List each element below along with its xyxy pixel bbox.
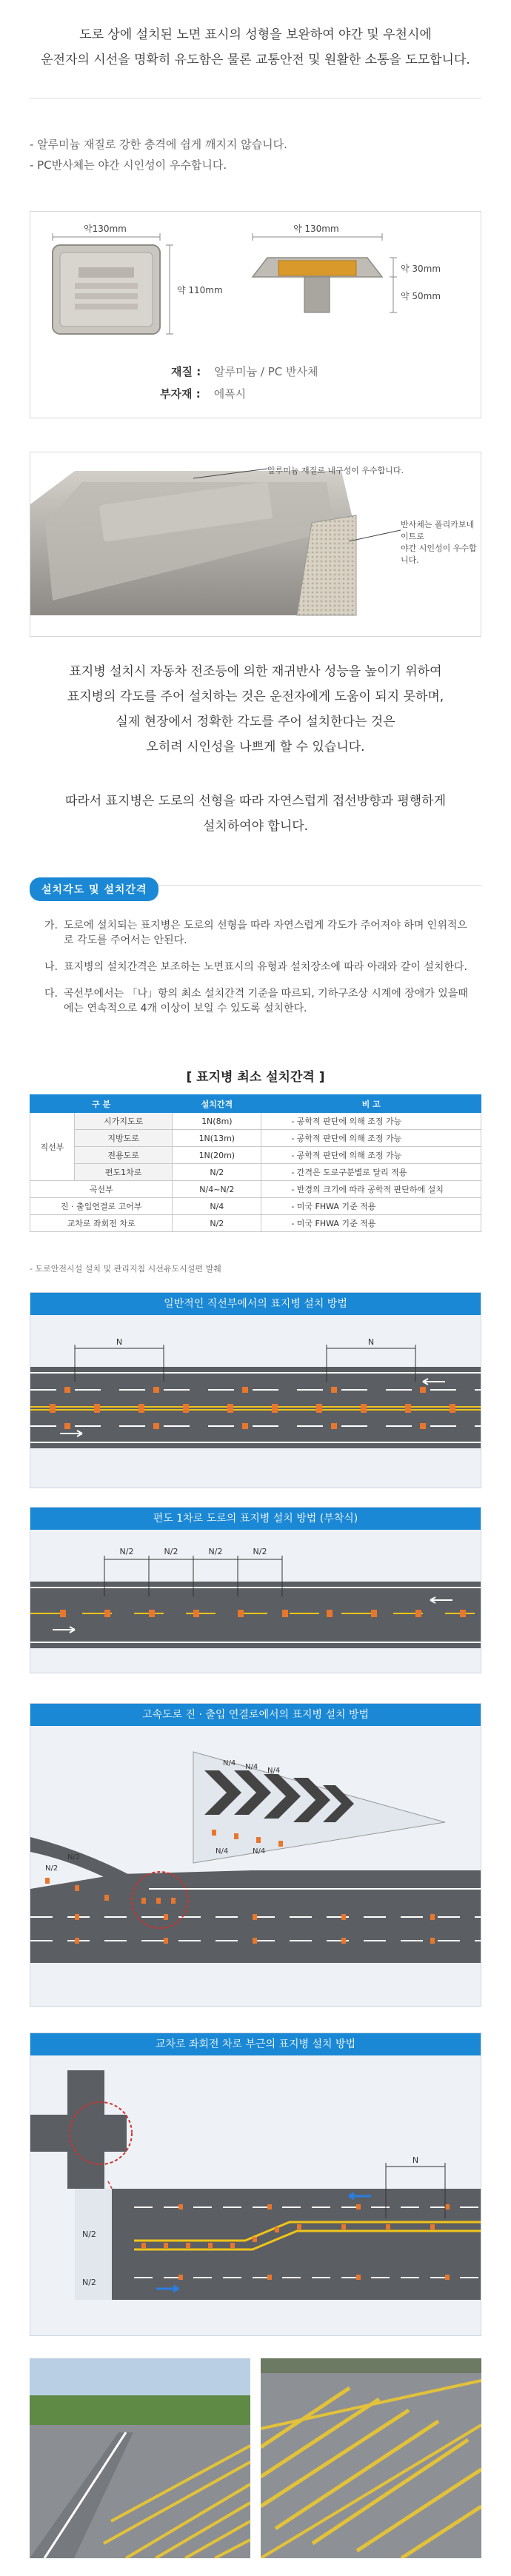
- dim-side-height-2: 약 50mm: [401, 291, 441, 301]
- road-photo-1: [30, 2358, 250, 2558]
- intersection-drawing: [30, 2055, 481, 2335]
- dim-top-height: 약 110mm: [177, 285, 223, 295]
- diagram-single-lane: [30, 1507, 481, 1673]
- row-note: - 공학적 판단에 의해 조정 가능: [261, 1130, 481, 1147]
- accessory-spec: [160, 386, 246, 401]
- gap-label: N/4: [216, 1847, 229, 1856]
- straight-road-drawing: [30, 1315, 481, 1488]
- table-footnote: - 도로안전시설 설치 및 관리지침 시선유도시설편 발췌: [30, 1264, 221, 1274]
- material-spec: [171, 364, 318, 379]
- install-note-line: 따라서 표지병은 도로의 선형을 따라 자연스럽게 접선방향과 평행하게: [64, 794, 447, 809]
- product-spec-box: [30, 211, 481, 418]
- install-note-line: 실제 현장에서 정확한 각도를 주어 설치한다는 것은: [116, 715, 395, 729]
- install-rules: [44, 918, 474, 1028]
- gap-label: N/2: [208, 1547, 223, 1556]
- table-row: [30, 1181, 481, 1198]
- accessory-label: 부자재 :: [160, 387, 201, 401]
- diagram-intersection-turn-lane: [30, 2033, 481, 2336]
- row-note: - 반경의 크기에 따라 공학적 판단하에 설치: [261, 1181, 481, 1198]
- table-row: [30, 1147, 481, 1164]
- gap-label: N: [367, 1337, 375, 1347]
- gap-label: N/2: [45, 1864, 59, 1873]
- row-gap: N/4~N/2: [173, 1181, 261, 1198]
- row-note: - 공학적 판단에 의해 조정 가능: [261, 1113, 481, 1130]
- diagram-title: 고속도로 진 · 출입 연결로에서의 표지병 설치 방법: [30, 1704, 481, 1726]
- table-row: [30, 1130, 481, 1147]
- intro-line-1: 도로 상에 설치된 노면 표시의 성형을 보완하여 야간 및 우천시에: [79, 27, 432, 42]
- gap-label: N/2: [253, 1547, 267, 1556]
- row-note: - 미국 FHWA 기준 적용: [261, 1198, 481, 1215]
- section-title-pill: 설치각도 및 설치간격: [30, 877, 158, 901]
- diagram-straight-road: [30, 1292, 481, 1488]
- table-row: [30, 1215, 481, 1232]
- row-name: 편도1차로: [75, 1164, 173, 1181]
- min-spacing-table: [30, 1094, 481, 1232]
- diagram-title: 일반적인 직선부에서의 표지병 설치 방법: [30, 1293, 481, 1315]
- rule-text: 도로에 설치되는 표지병은 도로의 선형을 따라 자연스럽게 각도가 주어져야 하며 인위적으로 각도를 주어서는 안된다.: [64, 920, 467, 946]
- road-photo-2: [261, 2358, 481, 2558]
- header-gap: 설치간격: [173, 1095, 261, 1113]
- single-lane-drawing: [30, 1530, 481, 1673]
- rule-key: 가.: [44, 920, 58, 931]
- installation-photo-1: [30, 2358, 250, 2558]
- rule-key: 다.: [44, 988, 58, 1000]
- callout-reflector-line-2: 야간 시인성이 우수합니다.: [401, 543, 477, 565]
- table-row: [30, 1198, 481, 1215]
- row-gap: 1N(20m): [173, 1147, 261, 1164]
- gap-label: N/2: [82, 2229, 96, 2239]
- row-name: 시가지도로: [75, 1113, 173, 1130]
- rule-item: [44, 960, 474, 974]
- highway-ramp-drawing: [30, 1726, 481, 2006]
- group-label: 직선부: [30, 1113, 75, 1181]
- gap-label: N/2: [119, 1547, 134, 1556]
- table-header-row: [30, 1095, 481, 1113]
- product-drawings: [30, 212, 481, 418]
- material-value: 알루미늄 / PC 반사체: [214, 365, 318, 378]
- row-name: 교차로 좌회전 차로: [30, 1215, 173, 1232]
- row-note: - 공학적 판단에 의해 조정 가능: [261, 1147, 481, 1164]
- table-row: [30, 1113, 481, 1130]
- rule-item: [44, 986, 474, 1016]
- material-label: 재질 :: [171, 365, 201, 378]
- header-category: 구 분: [30, 1095, 173, 1113]
- gap-label: N/2: [82, 2278, 96, 2287]
- feature-item: - PC반사체는 야간 시인성이 우수합니다.: [30, 158, 227, 172]
- dim-side-height-1: 약 30mm: [401, 264, 441, 274]
- gap-label: N/2: [67, 1853, 81, 1861]
- install-note-line: 오히려 시인성을 나쁘게 할 수 있습니다.: [146, 740, 365, 755]
- gap-label: N: [412, 2155, 419, 2165]
- dim-top-width: 약130mm: [84, 224, 127, 234]
- table-title: [ 표지병 최소 설치간격 ]: [186, 1070, 325, 1085]
- gap-label: N/4: [223, 1759, 236, 1767]
- callout-aluminum: 알루미늄 재질로 내구성이 우수합니다.: [267, 466, 404, 475]
- row-name: 전용도로: [75, 1147, 173, 1164]
- product-detail-box: [30, 452, 481, 637]
- header-note: 비 고: [261, 1095, 481, 1113]
- install-note-1: [0, 659, 511, 760]
- dim-side-width: 약 130mm: [293, 224, 339, 234]
- installation-photo-2: [261, 2358, 481, 2558]
- intro-text: [0, 0, 511, 98]
- row-name: 진 · 출입연결로 고어부: [30, 1198, 173, 1215]
- row-name: 지방도로: [75, 1130, 173, 1147]
- row-name: 곡선부: [30, 1181, 173, 1198]
- rule-text: 곡선부에서는 「나」항의 최소 설치간격 기준을 따르되, 기하구조상 시계에 장애가 있을때에는 연속적으로 4개 이상이 보일 수 있도록 설치한다.: [64, 988, 468, 1014]
- row-note: - 미국 FHWA 기준 적용: [261, 1215, 481, 1232]
- rule-text: 표지병의 설치간격은 보조하는 노면표시의 유형과 설치장소에 따라 아래와 같이 설치한다.: [64, 961, 467, 973]
- rule-item: [44, 918, 474, 948]
- row-gap: N/2: [173, 1215, 261, 1232]
- feature-item: - 알루미늄 재질로 강한 충격에 쉽게 깨지지 않습니다.: [30, 138, 287, 151]
- row-gap: N/4: [173, 1198, 261, 1215]
- install-note-line: 표지병의 각도를 주어 설치하는 것은 운전자에게 도움이 되지 못하며,: [67, 689, 444, 704]
- callout-reflector-line-1: 반사체는 폴리카보네이트로: [401, 520, 475, 541]
- row-gap: 1N(8m): [173, 1113, 261, 1130]
- gap-label: N/4: [253, 1847, 266, 1856]
- install-note-line: 설치하여야 합니다.: [202, 819, 309, 834]
- intro-line-2: 운전자의 시선을 명확히 유도함은 물론 교통안전 및 원활한 소통을 도모합니다.: [41, 53, 470, 67]
- accessory-value: 에폭시: [213, 387, 247, 401]
- install-note-2: [0, 789, 511, 839]
- table-row: [30, 1164, 481, 1181]
- gap-label: N/4: [267, 1767, 281, 1775]
- callout-reflector: [401, 519, 481, 566]
- gap-label: N/4: [245, 1763, 258, 1771]
- diagram-title: 교차로 좌회전 차로 부근의 표지병 설치 방법: [30, 2033, 481, 2055]
- row-gap: N/2: [173, 1164, 261, 1181]
- gap-label: N: [116, 1337, 123, 1347]
- install-note-line: 표지병 설치시 자동차 전조등에 의한 재귀반사 성능을 높이기 위하여: [69, 664, 442, 679]
- diagram-title: 편도 1차로 도로의 표지병 설치 방법 (부착식): [30, 1508, 481, 1530]
- row-gap: 1N(13m): [173, 1130, 261, 1147]
- row-note: - 간격은 도로구분별로 달리 적용: [261, 1164, 481, 1181]
- gap-label: N/2: [164, 1547, 178, 1556]
- diagram-highway-ramp: [30, 1703, 481, 2007]
- rule-key: 나.: [44, 961, 58, 973]
